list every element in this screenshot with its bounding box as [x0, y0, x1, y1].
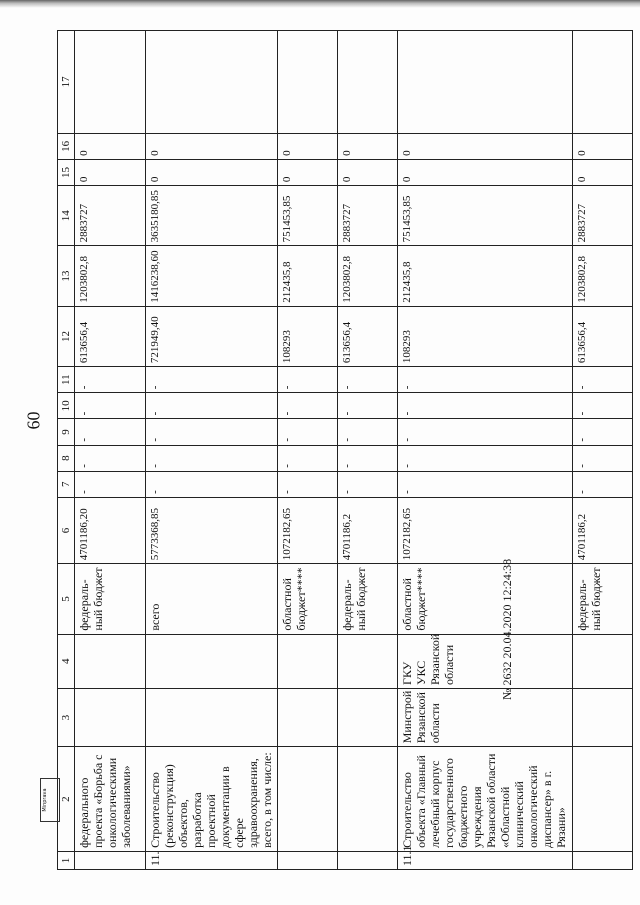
table-cell: 11. [145, 851, 277, 869]
table-cell: 0 [75, 159, 145, 185]
budget-table [57, 30, 633, 870]
table-cell [75, 31, 145, 134]
table-cell: - [145, 445, 277, 471]
table-cell: - [572, 471, 632, 497]
table-row [145, 31, 277, 870]
col-header: 5 [58, 564, 75, 634]
table-cell: - [75, 393, 145, 419]
table-cell: 0 [277, 159, 337, 185]
table-cell: Строительство объекта «Главный лечебный корпус государственного бюджетного учреждения Рязанской области «Областной клинический онкологический диспансер» в г. Рязани» [398, 747, 572, 852]
table-cell [277, 634, 337, 688]
table-cell: - [337, 393, 397, 419]
table-cell: 751453,85 [398, 186, 572, 246]
table-cell: 108293 [398, 306, 572, 366]
table-cell: - [337, 445, 397, 471]
table-cell: федераль-ный бюджет [337, 564, 397, 634]
table-cell: федераль-ный бюджет [572, 564, 632, 634]
table-row [572, 31, 632, 870]
table-cell: - [75, 367, 145, 393]
table-row [277, 31, 337, 870]
table-cell: - [277, 445, 337, 471]
col-header: 16 [58, 133, 75, 159]
scan-top-edge [0, 0, 640, 8]
table-cell: 212435,8 [277, 246, 337, 306]
table-cell: 0 [398, 159, 572, 185]
table-cell: - [572, 419, 632, 445]
table-cell: - [277, 419, 337, 445]
page-number: 60 [23, 411, 44, 430]
col-header: 11 [58, 367, 75, 393]
table-cell: областной бюджет**** [277, 564, 337, 634]
header-row [58, 31, 75, 870]
table-cell [572, 747, 632, 852]
table-cell: 0 [337, 133, 397, 159]
table-cell: 1072182,65 [398, 497, 572, 563]
table-cell: 2883727 [572, 186, 632, 246]
table-cell: - [277, 393, 337, 419]
table-cell [337, 634, 397, 688]
table-cell: - [75, 445, 145, 471]
table-cell [145, 688, 277, 746]
table-cell [572, 31, 632, 134]
col-header: 15 [58, 159, 75, 185]
table-cell: ГКУ УКС Рязанской области [398, 634, 572, 688]
table-cell: 0 [337, 159, 397, 185]
table-cell [75, 634, 145, 688]
col-header: 12 [58, 306, 75, 366]
table-cell: 0 [277, 133, 337, 159]
table-cell: - [398, 471, 572, 497]
table-cell: 0 [398, 133, 572, 159]
budget-table-rotated [57, 30, 633, 870]
col-header: 4 [58, 634, 75, 688]
publisher-logo [40, 778, 60, 822]
col-header: 9 [58, 419, 75, 445]
col-header: 13 [58, 246, 75, 306]
table-cell [337, 851, 397, 869]
table-cell: 721949,40 [145, 306, 277, 366]
table-cell [337, 688, 397, 746]
table-cell: 613656,4 [337, 306, 397, 366]
table-cell: 1203802,8 [337, 246, 397, 306]
table-cell: 1203802,8 [572, 246, 632, 306]
table-cell: - [145, 393, 277, 419]
table-cell [277, 688, 337, 746]
table-cell: 4701186,2 [337, 497, 397, 563]
table-cell: - [572, 367, 632, 393]
table-row [398, 31, 572, 870]
table-cell [277, 31, 337, 134]
table-cell: - [398, 367, 572, 393]
table-cell: - [75, 471, 145, 497]
table-cell: Строительство (реконструкция) объектов, разработка проектной документации в сфере здравоохранения, всего, в том числе: [145, 747, 277, 852]
table-cell [277, 851, 337, 869]
table-cell: 613656,4 [572, 306, 632, 366]
table-cell: - [277, 367, 337, 393]
table-cell: 0 [145, 159, 277, 185]
table-cell: 613656,4 [75, 306, 145, 366]
col-header: 14 [58, 186, 75, 246]
table-cell: - [145, 367, 277, 393]
table-cell: 108293 [277, 306, 337, 366]
table-cell: областной бюджет**** [398, 564, 572, 634]
table-cell [145, 31, 277, 134]
table-cell: 212435,8 [398, 246, 572, 306]
table-cell: 3635180,85 [145, 186, 277, 246]
table-cell: 0 [145, 133, 277, 159]
table-cell [75, 851, 145, 869]
table-cell: 2883727 [75, 186, 145, 246]
table-cell: 0 [572, 159, 632, 185]
table-cell [145, 634, 277, 688]
table-cell: 1203802,8 [75, 246, 145, 306]
table-cell: 4701186,2 [572, 497, 632, 563]
table-cell: 0 [572, 133, 632, 159]
col-header: 1 [58, 851, 75, 869]
table-cell: - [398, 445, 572, 471]
table-cell [572, 851, 632, 869]
table-cell: 5773368,85 [145, 497, 277, 563]
table-cell: - [145, 419, 277, 445]
col-header: 8 [58, 445, 75, 471]
col-header: 10 [58, 393, 75, 419]
table-cell: федераль-ный бюджет [75, 564, 145, 634]
table-cell: 2883727 [337, 186, 397, 246]
table-cell [337, 747, 397, 852]
table-cell: - [337, 471, 397, 497]
table-cell: 1416238,60 [145, 246, 277, 306]
table-cell [572, 688, 632, 746]
table-cell: Минстрой Рязанской области [398, 688, 572, 746]
registration-stamp: № 2632 20.04.2020 12:24:38 [500, 558, 514, 700]
logo-text: Minprava [42, 788, 48, 812]
table-cell: 11.1 [398, 851, 572, 869]
table-row [75, 31, 145, 870]
table-cell [337, 31, 397, 134]
col-header: 3 [58, 688, 75, 746]
table-cell: - [572, 445, 632, 471]
table-cell [398, 31, 572, 134]
table-cell: 1072182,65 [277, 497, 337, 563]
table-cell [572, 634, 632, 688]
table-cell: - [398, 393, 572, 419]
table-cell: - [75, 419, 145, 445]
table-cell [75, 688, 145, 746]
table-cell: - [337, 367, 397, 393]
table-row [337, 31, 397, 870]
table-cell: - [572, 393, 632, 419]
col-header: 7 [58, 471, 75, 497]
table-cell: - [398, 419, 572, 445]
table-body [75, 31, 633, 870]
table-cell [277, 747, 337, 852]
table-cell: федерального проекта «Борьба с онкологическими заболеваниями» [75, 747, 145, 852]
table-cell: 751453,85 [277, 186, 337, 246]
table-cell: - [145, 471, 277, 497]
col-header: 17 [58, 31, 75, 134]
table-cell: 4701186,20 [75, 497, 145, 563]
table-cell: - [277, 471, 337, 497]
table-cell: - [337, 419, 397, 445]
col-header: 6 [58, 497, 75, 563]
col-header: 2 [58, 747, 75, 852]
table-cell: 0 [75, 133, 145, 159]
table-cell: всего [145, 564, 277, 634]
